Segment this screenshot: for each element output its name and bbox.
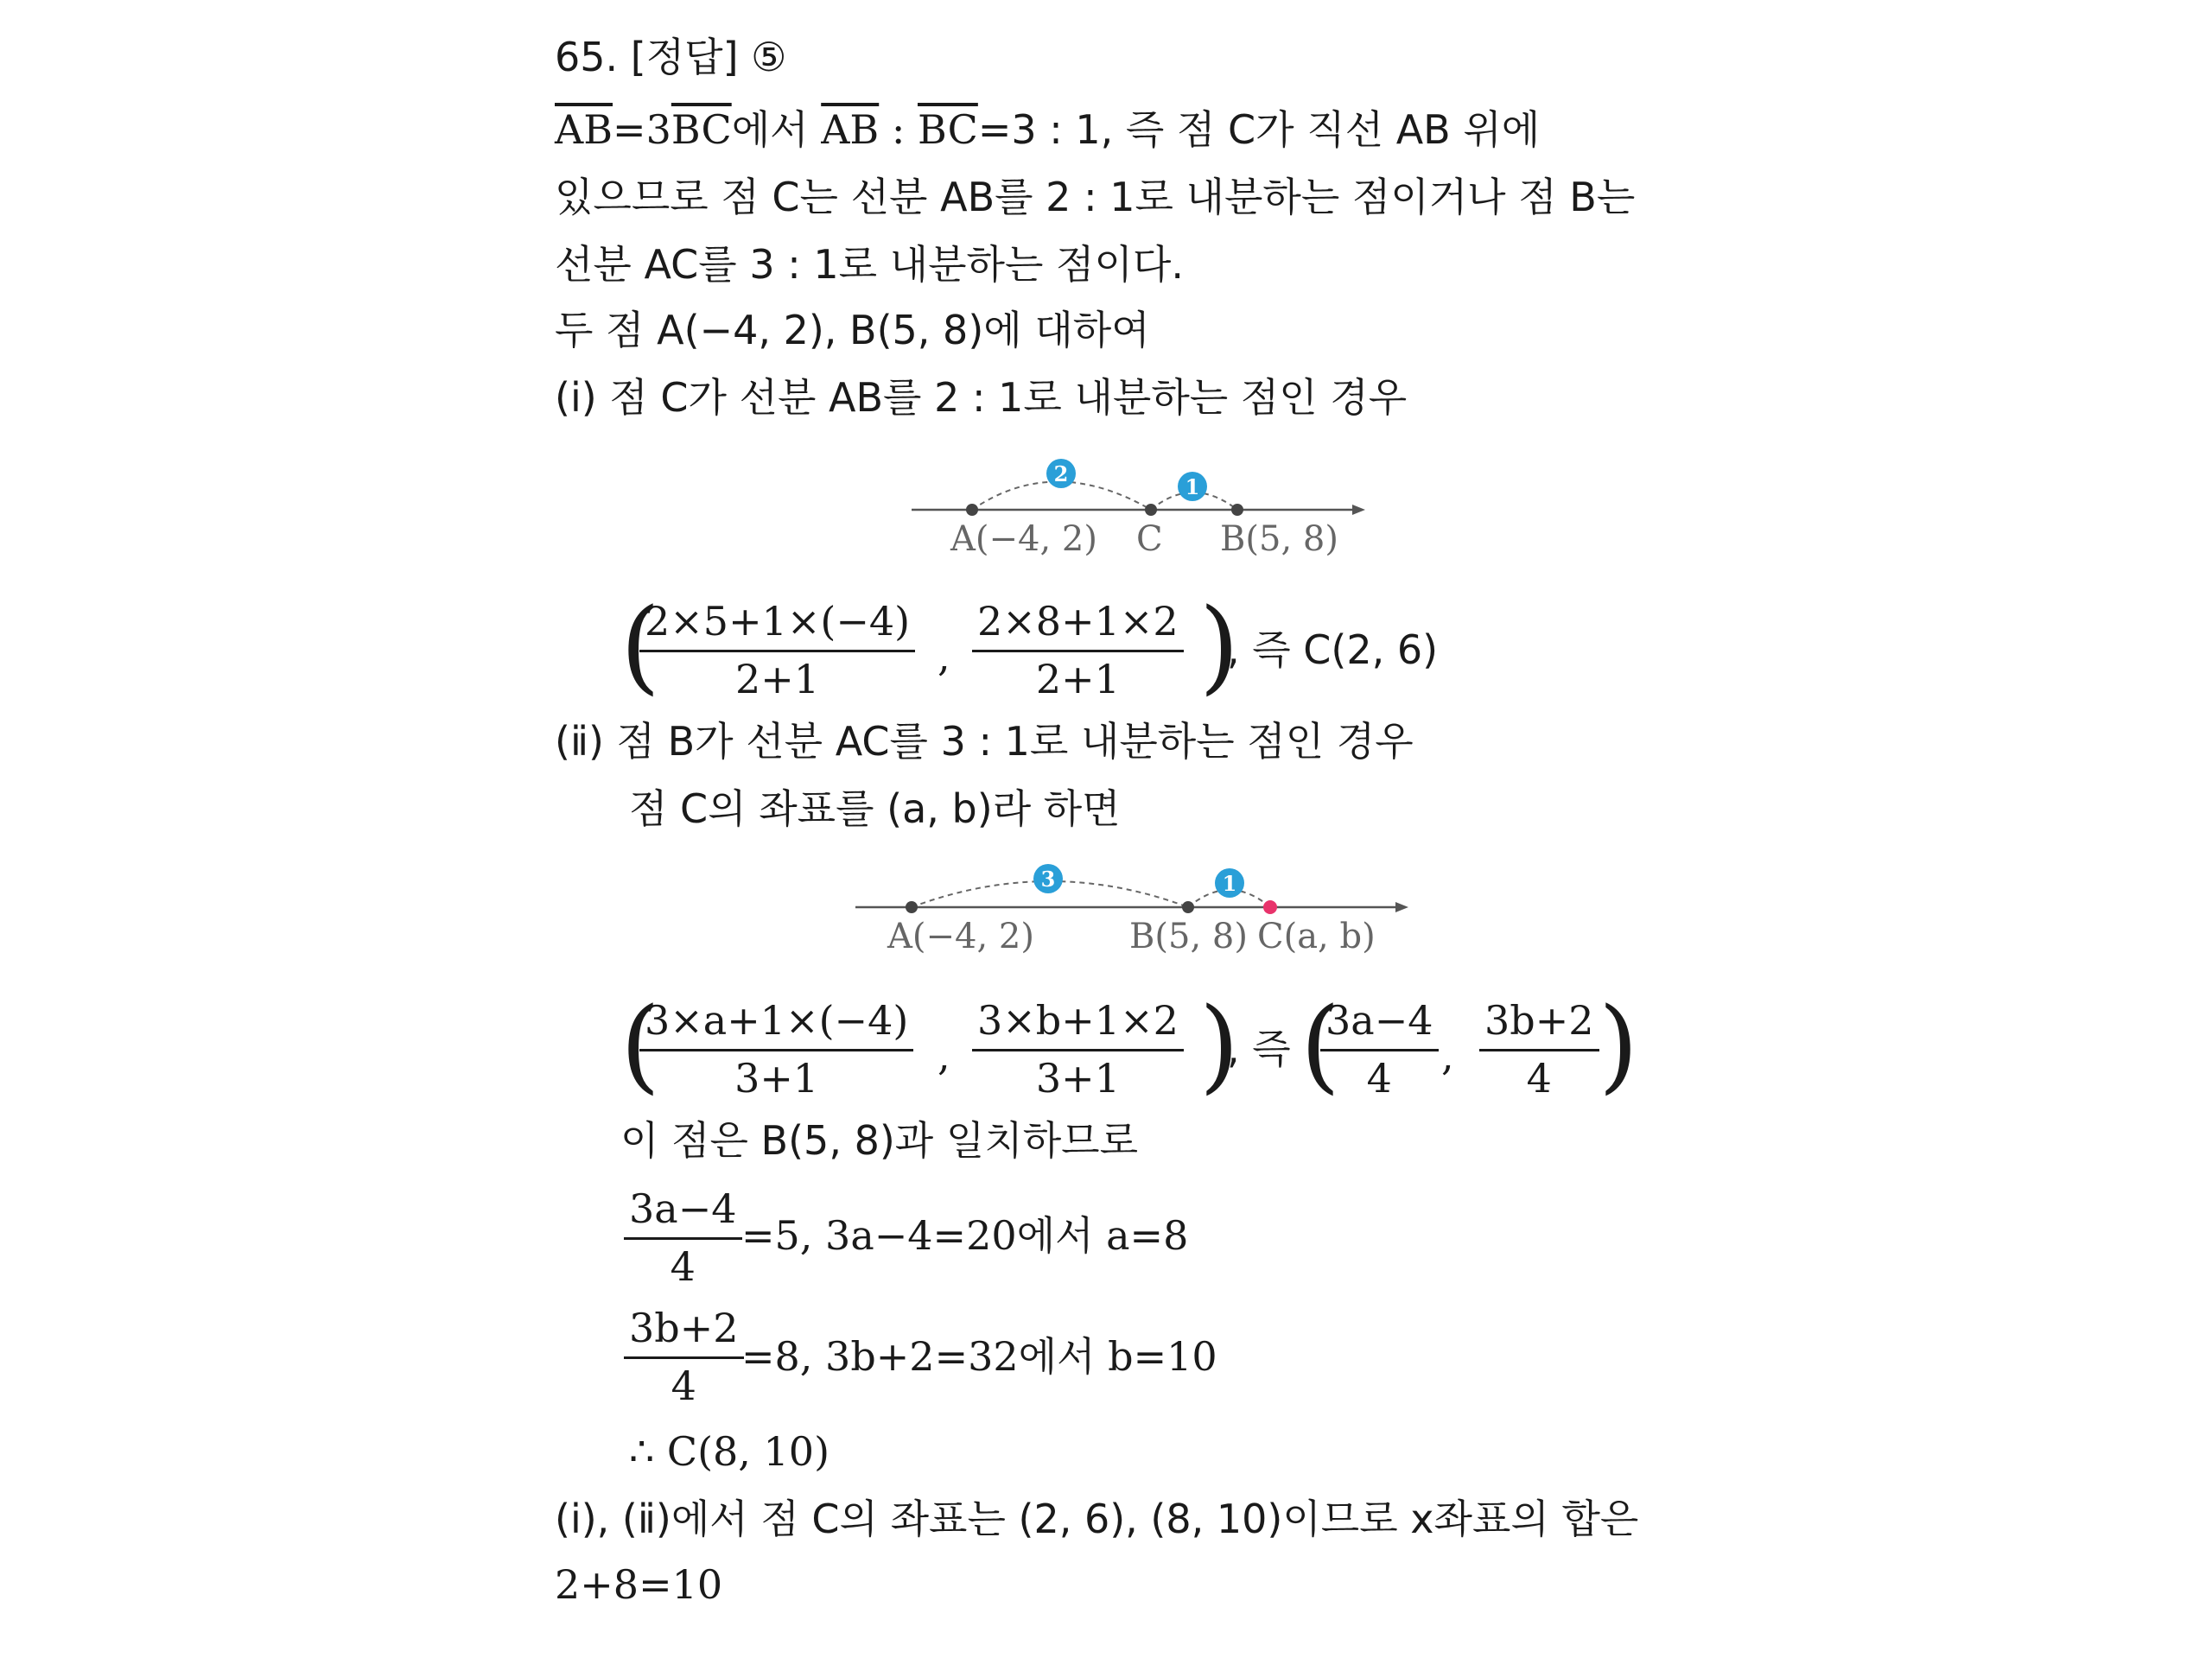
text-part: : — [879, 106, 918, 153]
case-i-heading: (ⅰ) 점 C가 선분 AB를 2 : 1로 내분하는 점인 경우 — [555, 374, 1408, 421]
point-a — [906, 901, 918, 913]
denominator: 2+1 — [735, 656, 820, 702]
number-line-diagram-1 — [899, 445, 1365, 575]
number-line-diagram-2 — [842, 842, 1413, 972]
numerator: 3×b+1×2 — [972, 995, 1184, 1051]
ratio-right: 1 — [1185, 474, 1200, 499]
equation-part: =3 — [613, 106, 671, 153]
label-c: C — [1136, 519, 1163, 559]
text-line-8: 이 점은 B(5, 8)과 일치하므로 — [620, 1117, 1139, 1164]
label-c: C(a, b) — [1257, 917, 1376, 956]
text-part: 에서 — [731, 106, 822, 153]
equation-line-9: =5, 3a−4=20에서 a=8 — [741, 1212, 1189, 1259]
formula-connector: , 즉 — [1227, 1026, 1291, 1072]
numerator: 3a−4 — [1320, 995, 1439, 1051]
denominator: 2+1 — [1035, 656, 1120, 702]
fraction — [624, 1303, 744, 1411]
answer-tag: [정답] — [630, 34, 739, 80]
comma: , — [1441, 1032, 1454, 1079]
fraction — [1320, 995, 1439, 1103]
denominator: 3+1 — [734, 1055, 819, 1102]
denominator: 4 — [1526, 1055, 1552, 1102]
fraction — [972, 596, 1184, 704]
arrow-icon — [1395, 902, 1408, 912]
fraction — [639, 995, 913, 1103]
text-line-7: 점 C의 좌표를 (a, b)라 하면 — [629, 785, 1121, 832]
numerator: 3a−4 — [624, 1184, 742, 1240]
numerator: 3b+2 — [624, 1303, 744, 1359]
text-part: =3 : 1, 즉 점 C가 직선 AB 위에 — [977, 106, 1541, 153]
text-line-4: 두 점 A(−4, 2), B(5, 8)에 대하여 — [555, 307, 1150, 353]
paren-right: ) — [1199, 586, 1240, 705]
denominator: 4 — [670, 1243, 696, 1290]
text-line-1 — [555, 104, 1540, 156]
paren-left: ( — [620, 985, 661, 1104]
numerator: 2×5+1×(−4) — [639, 596, 915, 652]
point-a — [966, 504, 978, 516]
label-b: B(5, 8) — [1129, 917, 1248, 956]
denominator: 4 — [671, 1363, 696, 1409]
label-a: A(−4, 2) — [887, 917, 1034, 956]
comma: , — [938, 633, 950, 680]
final-sum: 2+8=10 — [555, 1561, 723, 1608]
segment-bc: $\overline{BC}$ — [917, 106, 978, 153]
point-b — [1231, 504, 1243, 516]
paren-right: ) — [1199, 985, 1240, 1104]
fraction — [639, 596, 915, 704]
numerator: 3b+2 — [1479, 995, 1599, 1051]
label-b: B(5, 8) — [1220, 519, 1338, 559]
fraction — [972, 995, 1184, 1103]
fraction — [1479, 995, 1599, 1103]
segment-ab: $\overline{AB}$ — [821, 106, 880, 153]
denominator: 3+1 — [1035, 1055, 1120, 1102]
arrow-icon — [1352, 505, 1365, 515]
case-ii-heading: (ⅱ) 점 B가 선분 AC를 3 : 1로 내분하는 점인 경우 — [555, 718, 1414, 765]
label-a: A(−4, 2) — [950, 519, 1097, 559]
problem-number: 65. — [555, 34, 619, 80]
numerator: 3×a+1×(−4) — [639, 995, 913, 1051]
conclusion-c: ∴ C(8, 10) — [629, 1428, 830, 1475]
problem-header — [555, 31, 786, 83]
text-line-12: (ⅰ), (ⅱ)에서 점 C의 좌표는 (2, 6), (8, 10)이므로 x좌표의 합은 — [555, 1496, 1639, 1542]
ratio-left: 2 — [1053, 461, 1069, 486]
fraction — [624, 1184, 742, 1292]
numerator: 2×8+1×2 — [972, 596, 1184, 652]
ratio-right: 1 — [1222, 871, 1237, 896]
text-line-2: 있으므로 점 C는 선분 AB를 2 : 1로 내분하는 점이거나 점 B는 — [555, 174, 1636, 220]
segment-ab: $\overline{AB}$ — [555, 106, 613, 153]
text-line-3: 선분 AC를 3 : 1로 내분하는 점이다. — [555, 241, 1184, 288]
answer-circled: ⑤ — [751, 34, 787, 80]
paren-right: ) — [1599, 985, 1639, 1104]
segment-bc: $\overline{BC}$ — [671, 106, 732, 153]
ratio-left: 3 — [1040, 867, 1056, 892]
denominator: 4 — [1366, 1055, 1392, 1102]
formula-result: , 즉 C(2, 6) — [1227, 626, 1439, 673]
point-b — [1182, 901, 1194, 913]
paren-left: ( — [1300, 985, 1341, 1104]
equation-line-10: =8, 3b+2=32에서 b=10 — [741, 1333, 1217, 1380]
point-c — [1263, 900, 1277, 914]
point-c — [1145, 504, 1157, 516]
paren-left: ( — [620, 586, 661, 705]
comma: , — [938, 1032, 950, 1079]
